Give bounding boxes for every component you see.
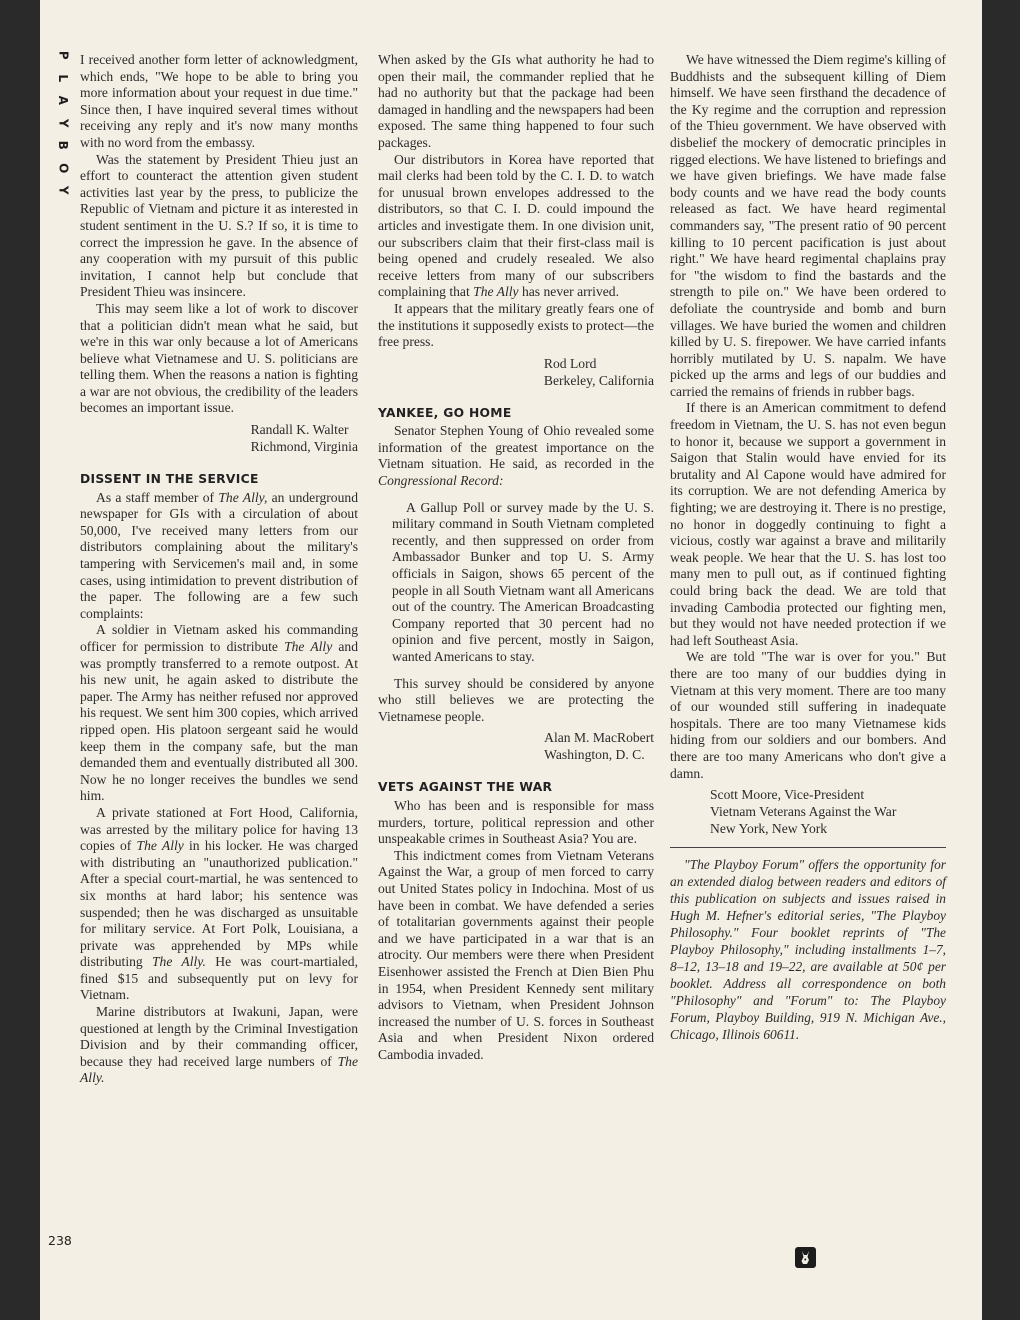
paragraph: We are told "The war is over for you." But there are too many of our buddies dying in Vietnam at this very moment. There are too many of our wounded still suffering in inadequate hospitals. There are too many Vietnamese kids hiding from our soldiers and our bombers. And there are too many Americans who don't give a damn. [670, 649, 946, 781]
letter-signature [80, 421, 358, 455]
paragraph: It appears that the military greatly fears one of the institutions it supposedly exists to protect—the free press. [378, 300, 654, 350]
paragraph: Our distributors in Korea have reported that mail clerks had been told by the C. I. D. to watch for unusual brown envelopes addressed to the distributors, so that C. I. D. could impound the articles and investigate them. In one division unit, our subscribers claim that their first-class mail is being opened and crudely resealed. We also receive letters from many of our subscribers complaining that The Ally has never arrived. [378, 151, 654, 300]
letter-signature [378, 729, 654, 763]
letter-signature [670, 786, 946, 837]
publication-title: The Ally [284, 639, 333, 654]
paragraph: A soldier in Vietnam asked his commanding officer for permission to distribute The Ally and was promptly transferred to a remote outpost. At his new unit, he again asked to distribute the paper. The Army has neither refused nor approved his request. We sent him 300 copies, which arrived ripped open. His platoon sergeant said he would keep them in the company safe, but the man demanded them and eventually distributed all 300. Now he no longer receives the bundles we send him. [80, 622, 358, 804]
paragraph: I received another form letter of acknowledgment, which ends, "We hope to be able to bring you more information about your request in due time." Since then, I have inquired several times without receiving any reply and it's now many months with no word from the embassy. [80, 52, 358, 150]
signature-place: Berkeley, California [543, 372, 654, 388]
spine-letter: P [56, 50, 71, 60]
signature-place: New York, New York [710, 821, 828, 837]
signature-name: Randall K. Walter [250, 422, 349, 438]
section-heading-yankee: YANKEE, GO HOME [378, 405, 512, 420]
signature-name: Alan M. MacRobert [544, 730, 654, 746]
paragraph: Senator Stephen Young of Ohio revealed some information of the greatest importance on the Vietnam situation. He said, as recorded in the Congressional Record: [378, 423, 654, 489]
running-header-playboy [54, 44, 72, 202]
spine-letter: O [56, 162, 71, 173]
column-3 [670, 52, 946, 1043]
publication-title: The Ally [136, 838, 184, 854]
section-heading-vets: VETS AGAINST THE WAR [378, 780, 553, 795]
paragraph: Was the statement by President Thieu just an effort to counteract the attention given student activities last year by the press, to publicize the Republic of Vietnam and picture it as interested in student sentiment in the U. S.? If so, it is time to correct the impression he gave. In the absence of any cooperation with my pursuit of this public invitation, I cannot help but conclude that President Thieu was insincere. [80, 151, 358, 300]
signature-place: Richmond, Virginia [250, 439, 358, 455]
column-2 [378, 52, 654, 1063]
paragraph: Who has been and is responsible for mass murders, torture, political repression and other unspeakable crimes in Southeast Asia? You are. [378, 797, 654, 847]
paragraph: Marine distributors at Iwakuni, Japan, were questioned at length by the Criminal Investigation Division and by their commanding officer, because they had received large numbers of The Ally. [80, 1004, 358, 1086]
page-number: 238 [48, 1233, 72, 1248]
publication-title: The Ally [473, 284, 519, 300]
paragraph: This survey should be considered by anyone who still believes we are protecting the Vietnamese people. [378, 675, 654, 724]
column-1 [80, 52, 358, 1087]
publication-title: The Ally, [218, 489, 268, 505]
letter-signature [378, 355, 654, 389]
paragraph: When asked by the GIs what authority he had to open their mail, the commander replied that he had no authority but that the package had been damaged in handling and the newspapers had been exposed. The same thing happened to four such packages. [378, 52, 654, 150]
section-heading-dissent: DISSENT IN THE SERVICE [80, 472, 259, 487]
signature-place: Washington, D. C. [544, 747, 645, 763]
spine-letter: A [56, 95, 71, 105]
paragraph: A private stationed at Fort Hood, California, was arrested by the military police for having 13 copies of The Ally in his locker. He was charged with distributing an "unauthorized publication." After a special court-martial, he was sentenced to six months at hard labor; his sentence was suspended; then he was discharged as unsuitable for military service. At Fort Polk, Louisiana, a private was apprehended by MPs while distributing The Ally. He was court-martialed, fined $15 and subsequently put on levy for Vietnam. [80, 804, 359, 1003]
publication-title: The Ally. [151, 954, 206, 970]
quote-text: A Gallup Poll or survey made by the U. S. military command in South Vietnam completed recently, and then suppressed on order from Ambassador Bunker and top U. S. Army officials in Saigon, shows 65 percent of the people in all South Vietnam want all Americans out of the country. The American Broadcasting Company reported that 30 percent had no opinion and five percent, mostly in Saigon, wanted Americans to stay. [392, 499, 654, 664]
paragraph: If there is an American commitment to defend freedom in Vietnam, the U. S. has not even begun to honor it, because we support a government in Saigon that Stalin would have envied for its brutality and Al Capone would have admired for its corruption. We are not defending America by fighting; we are destroying it. There is no prestige, no honor in doggedly continuing to fight a vicious, costly war against a brave and militarily weak people. We hear that the U. S. has lost too many men to pull out, as if continued fighting could bring back the dead. We are told that invading Cambodia protected our fighting men, but they would not have needed protection if we had left Southeast Asia. [670, 400, 946, 648]
paragraph: As a staff member of The Ally, an underground newspaper for GIs with a circulation of about 50,000, I've received many letters from our distributors complaining about the military's tampering with Servicemen's mail and, in some cases, using intimidation to prevent distribution of the paper. The following are a few such complaints: [80, 489, 358, 621]
signature-org: Vietnam Veterans Against the War [710, 804, 897, 820]
spine-letter: L [56, 73, 71, 82]
forum-note [670, 847, 946, 1043]
paragraph: This indictment comes from Vietnam Veterans Against the War, a group of men forced to carry out United States policy in Indochina. Most of us have been in combat. We have defended a series of totalitarian governments against their people and we have participated in a war that is an atrocity. Our members were there when President Eisenhower assisted the French at Dien Bien Phu in 1954, when President Kennedy sent military advisors to Vietnam, when President Johnson increased the number of U. S. forces in Southeast Asia and when President Nixon ordered Cambodia invaded. [378, 847, 654, 1062]
signature-name: Scott Moore, Vice-President [710, 787, 865, 803]
signature-name: Rod Lord [543, 355, 597, 371]
spine-letter: B [56, 140, 71, 150]
publication-title: Congressional Record: [378, 473, 504, 489]
paragraph: We have witnessed the Diem regime's killing of Buddhists and the subsequent killing of Diem himself. We have seen firsthand the decadence of the Ky regime and the corruption and repression of the Thieu government. We have observed with disbelief the mockery of democratic principles in rigged elections. We have listened to briefings and we have given briefings. We have made false body counts and we have read the body counts released as fact. We have heard regimental commanders say, "The present ratio of 90 percent killing to 10 percent pacification is just about right." We have heard regimental chaplains pray for "the wisdom to find the bastards and the strength to pile on." We have been ordered to defoliate the countryside and bomb and burn villages. We have buried the women and children killed by U. S. firepower. We have carried infants horribly mutilated by U. S. napalm. We have picked up the arms and legs of our buddies and carried the remains of friends in rubber bags. [670, 52, 946, 399]
paragraph: This may seem like a lot of work to discover that a politician didn't mean what he said, but we're in this war only because a lot of Americans believe what Vietnamese and U. S. politicians are telling them. When the reasons a nation is fighting a war are not obvious, the credibility of the leaders becomes an important issue. [80, 300, 358, 416]
publication-title: The Ally. [80, 1053, 358, 1086]
rabbit-head-logo-icon [795, 1247, 816, 1268]
forum-note-text: "The Playboy Forum" offers the opportunity for an extended dialog between readers and editors of this publication on subjects and issues raised in Hugh M. Hefner's editorial series, "The Playboy Philosophy." Four booklet reprints of "The Playboy Philosophy," including installments 1–7, 8–12, 13–18 and 19–22, are available at 50¢ per booklet. Address all correspondence on both "Philosophy" and "Forum" to: The Playboy Forum, Playboy Building, 919 N. Michigan Ave., Chicago, Illinois 60611. [670, 857, 946, 1043]
block-quote [392, 500, 654, 666]
spine-letter: Y [56, 185, 71, 195]
spine-letter: Y [56, 118, 71, 128]
